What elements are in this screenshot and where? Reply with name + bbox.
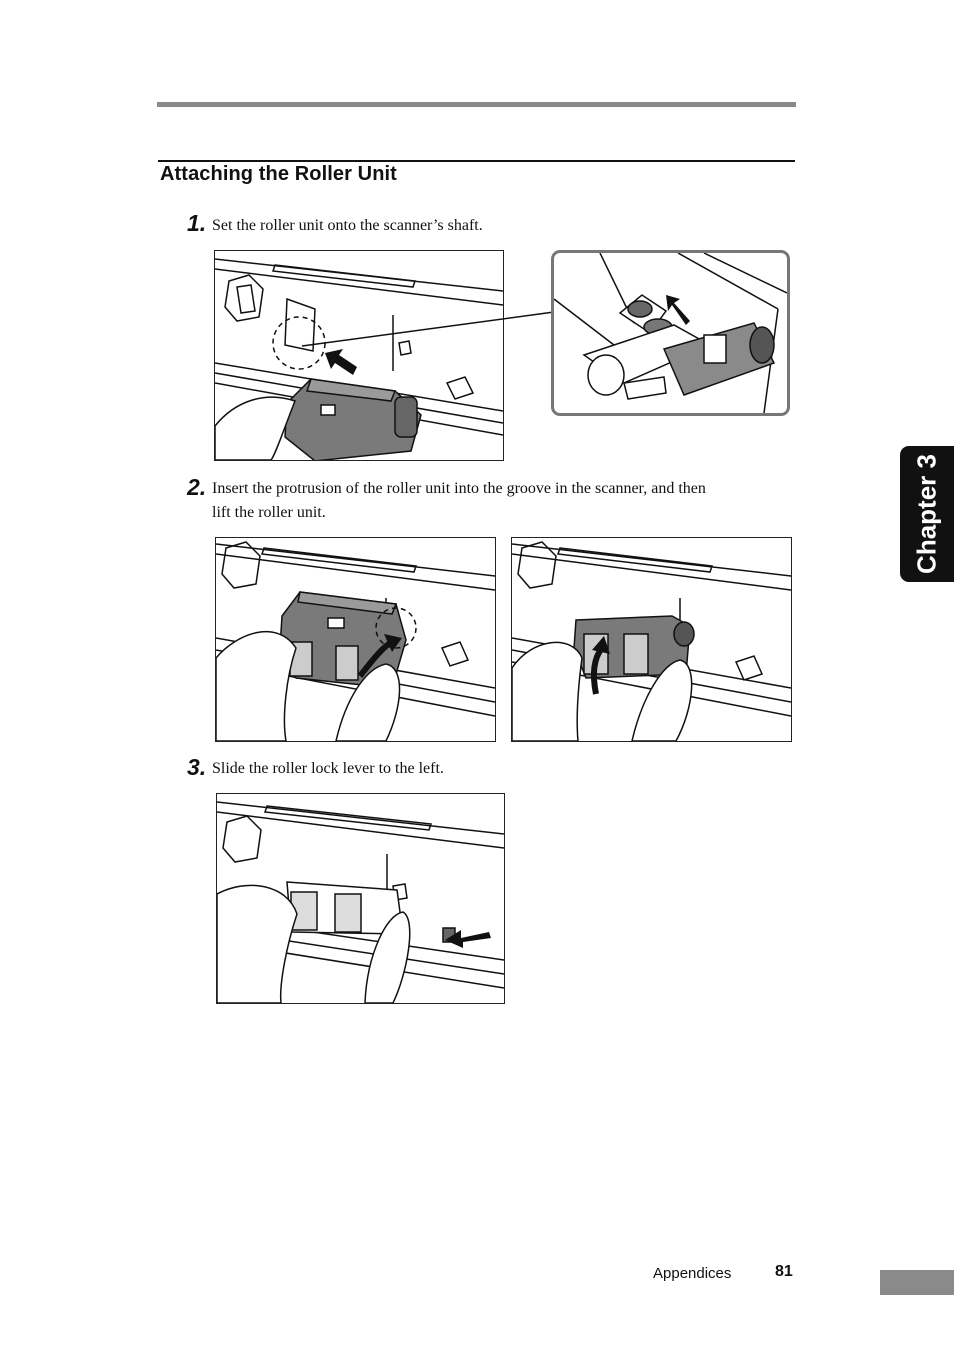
figure-slide-lock-lever xyxy=(216,793,505,1004)
figure-insert-protrusion xyxy=(215,537,496,742)
step-2-number: 2. xyxy=(187,474,207,500)
figure-set-roller-on-shaft xyxy=(214,250,504,461)
step-1-number: 1. xyxy=(187,210,207,236)
figure-lift-roller-unit xyxy=(511,537,792,742)
step-2-text-line1: Insert the protrusion of the roller unit into the groove in the scanner, and then xyxy=(212,480,706,497)
step-3-number: 3. xyxy=(187,754,207,780)
page-number: 81 xyxy=(775,1263,793,1280)
step-1-text: Set the roller unit onto the scanner’s shaft. xyxy=(212,217,483,234)
step-2-text-line2: lift the roller unit. xyxy=(212,504,326,521)
footer-section-label: Appendices xyxy=(653,1265,732,1282)
callout-leader-line xyxy=(300,300,560,350)
footer-bar xyxy=(880,1270,954,1295)
figure-zoom-shaft-detail xyxy=(551,250,790,416)
chapter-tab-label: Chapter 3 xyxy=(911,454,942,574)
chapter-tab[interactable] xyxy=(900,446,954,582)
header-rule xyxy=(157,102,796,107)
step-3-text: Slide the roller lock lever to the left. xyxy=(212,760,444,777)
section-title: Attaching the Roller Unit xyxy=(160,163,397,185)
section-rule xyxy=(158,160,795,162)
